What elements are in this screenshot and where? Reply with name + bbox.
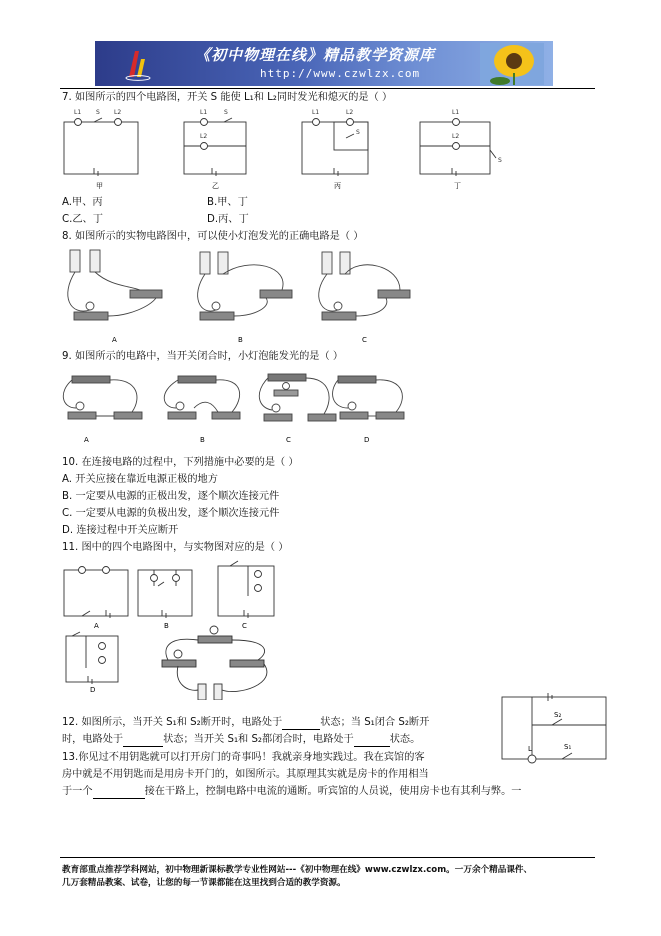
q11-stem: 11. 图中的四个电路图中，与实物图对应的是（ ） xyxy=(62,542,289,553)
footer-line2: 几万套精品教案、试卷，让您的每一节课都能在这里找到合适的教学资源。 xyxy=(62,878,346,888)
q12-label-s2: S₂ xyxy=(554,711,562,719)
q13-text-3a: 于一个 xyxy=(62,786,93,797)
q9-label-c: C xyxy=(286,436,291,444)
q8-label-c: C xyxy=(362,336,367,344)
q11-figures xyxy=(58,556,338,700)
q12-line2 xyxy=(62,733,420,747)
q13-blank-1[interactable] xyxy=(93,785,145,799)
q10-option-d: D. 连接过程中开关应断开 xyxy=(62,525,179,536)
q7-option-d: D.丙、丁 xyxy=(207,214,249,225)
sunflower-icon xyxy=(480,43,544,85)
q9-label-b: B xyxy=(200,436,205,444)
svg-text:L2: L2 xyxy=(452,133,460,140)
q7-option-c: C.乙、丁 xyxy=(62,214,103,225)
q13-line2: 房中就是不用钥匙而是用房卡开门的，如图所示。其原理其实就是房卡的作用相当 xyxy=(62,769,429,780)
q9-label-d: D xyxy=(364,436,370,444)
svg-text:L1: L1 xyxy=(452,109,460,116)
q7-stem: 7. 如图所示的四个电路图，开关 S 能使 L₁和 L₂同时发光和熄灭的是（ ） xyxy=(62,92,393,103)
q12-text-2c: 状态。 xyxy=(389,734,421,745)
q7-label-yi: 乙 xyxy=(212,182,219,190)
q10-option-c: C. 一定要从电源的负极出发，逐个顺次连接元件 xyxy=(62,508,280,519)
header-title: 《初中物理在线》精品教学资源库 xyxy=(195,46,436,64)
q7-option-b: B.甲、丁 xyxy=(207,197,248,208)
q11-label-d: D xyxy=(90,686,96,694)
q8-label-a: A xyxy=(112,336,117,344)
q11-label-c: C xyxy=(242,622,247,630)
site-logo-icon xyxy=(125,47,151,81)
q9-label-a: A xyxy=(84,436,89,444)
q7-figures xyxy=(58,104,508,192)
q7-label-bing: 丙 xyxy=(334,182,341,190)
q13-line1: 13.你见过不用钥匙就可以打开房门的奇事吗！我就亲身地实践过。我在宾馆的客 xyxy=(62,752,425,763)
q13-line3 xyxy=(62,785,522,799)
q12-blank-3[interactable] xyxy=(354,733,390,747)
q10-option-b: B. 一定要从电源的正极出发，逐个顺次连接元件 xyxy=(62,491,280,502)
svg-text:S: S xyxy=(224,109,228,116)
q9-figures xyxy=(58,368,418,448)
svg-text:S: S xyxy=(356,129,360,136)
q7-option-a: A.甲、丙 xyxy=(62,197,103,208)
footer-line1: 教育部重点推荐学科网站，初中物理新课标教学专业性网站---《初中物理在线》www.czwlzx.com。一万余个精品课件、 xyxy=(62,865,533,875)
q12-label-s1: S₁ xyxy=(564,743,572,751)
q7-label-ding: 丁 xyxy=(454,182,461,190)
q8-label-b: B xyxy=(238,336,243,344)
svg-text:L1: L1 xyxy=(74,109,82,116)
svg-text:S: S xyxy=(498,157,502,164)
q7-label-jia: 甲 xyxy=(96,182,103,190)
q12-text-1a: 12. 如图所示，当开关 S₁和 S₂断开时，电路处于 xyxy=(62,717,283,728)
svg-text:S: S xyxy=(96,109,100,116)
q12-line1 xyxy=(62,716,429,730)
q9-stem: 9. 如图所示的电路中，当开关闭合时，小灯泡能发光的是（ ） xyxy=(62,351,344,362)
svg-text:L2: L2 xyxy=(346,109,354,116)
q10-stem: 10. 在连接电路的过程中，下列措施中必要的是（ ） xyxy=(62,457,299,468)
q12-text-2b: 状态；当开关 S₁和 S₂都闭合时，电路处于 xyxy=(163,734,354,745)
q8-stem: 8. 如图所示的实物电路图中，可以使小灯泡发光的正确电路是（ ） xyxy=(62,231,364,242)
svg-text:L1: L1 xyxy=(200,109,208,116)
q13-text-3b: 接在干路上，控制电路中电流的通断。听宾馆的人员说，使用房卡也有其利与弊。一 xyxy=(144,786,522,797)
footer-rule xyxy=(60,857,595,858)
q10-option-a: A. 开关应接在靠近电源正极的地方 xyxy=(62,474,218,485)
q12-blank-1[interactable] xyxy=(282,716,320,730)
q12-label-l: L xyxy=(528,745,532,753)
header-url: http://www.czwlzx.com xyxy=(260,67,421,80)
header-banner xyxy=(95,41,553,86)
svg-text:L1: L1 xyxy=(312,109,320,116)
q12-blank-2[interactable] xyxy=(123,733,163,747)
q12-text-2a: 时，电路处于 xyxy=(62,734,124,745)
q12-text-1b: 状态；当 S₁闭合 S₂断开 xyxy=(320,717,430,728)
svg-text:L2: L2 xyxy=(114,109,122,116)
q12-circuit xyxy=(492,685,618,769)
header-rule xyxy=(60,88,595,89)
q11-label-a: A xyxy=(94,622,99,630)
q8-figures xyxy=(60,246,420,346)
q11-label-b: B xyxy=(164,622,169,630)
svg-text:L2: L2 xyxy=(200,133,208,140)
